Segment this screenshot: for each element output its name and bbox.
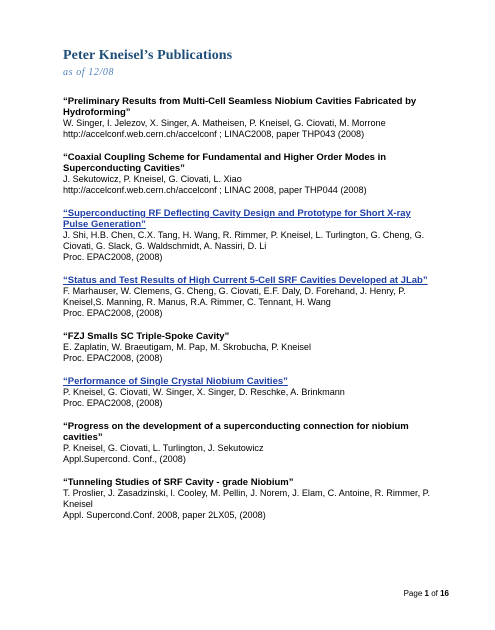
publication-authors: F. Marhauser, W. Clemens, G. Cheng, G. Ciovati, E.F. Daly, D. Forehand, J. Henry, P. Kneisel,S. Manning, R. Manus, R.A. Rimmer, C. Tennant, H. Wang	[63, 286, 406, 307]
publication-title-link[interactable]: “Superconducting RF Deflecting Cavity Design and Prototype for Short X-ray Pulse Generation”	[63, 208, 411, 230]
publication-entry	[63, 421, 433, 465]
publication-authors: W. Singer, I. Jelezov, X. Singer, A. Matheisen, P. Kneisel, G. Ciovati, M. Morrone	[63, 118, 386, 128]
publication-authors: P. Kneisel, G. Ciovati, L. Turlington, J. Sekutowicz	[63, 443, 264, 453]
publication-title-link[interactable]: “Performance of Single Crystal Niobium Cavities”	[63, 376, 288, 387]
document-title: Peter Kneisel’s Publications	[63, 48, 233, 63]
publication-authors: P. Kneisel, G. Ciovati, W. Singer, X. Singer, D. Reschke, A. Brinkmann	[63, 387, 345, 397]
publication-source: Proc. EPAC2008, (2008)	[63, 252, 163, 262]
page-label: Page	[403, 589, 423, 598]
publication-title: “FZJ Smalls SC Triple-Spoke Cavity”	[63, 331, 230, 342]
publication-entry	[63, 275, 433, 319]
publication-entry	[63, 331, 433, 364]
publication-authors: E. Zaplatin, W. Braeutigam, M. Pap, M. Skrobucha, P. Kneisel	[63, 342, 312, 352]
publication-source: Appl. Supercond.Conf. 2008, paper 2LX05, (2008)	[63, 510, 266, 520]
publication-title: “Coaxial Coupling Scheme for Fundamental and Higher Order Modes in Superconducting Cavities”	[63, 152, 387, 174]
publication-entry	[63, 152, 433, 196]
publication-source: Proc. EPAC2008, (2008)	[63, 398, 163, 408]
publication-entry	[63, 96, 433, 140]
publication-source: Proc. EPAC2008, (2008)	[63, 308, 163, 318]
publication-title-link[interactable]: “Status and Test Results of High Current 5-Cell SRF Cavities Developed at JLab”	[63, 275, 428, 286]
document-subtitle: as of 12/08	[63, 67, 115, 78]
publication-source: http://accelconf.web.cern.ch/accelconf ; LINAC 2008, paper THP044 (2008)	[63, 185, 367, 195]
page-total: 16	[440, 589, 449, 598]
publication-title: “Progress on the development of a superconducting connection for niobium cavities”	[63, 421, 409, 443]
publication-entry	[63, 208, 433, 263]
page-number-footer	[404, 589, 449, 598]
page-of-label: of	[431, 589, 438, 598]
publication-authors: J. Sekutowicz, P. Kneisel, G. Ciovati, L. Xiao	[63, 174, 242, 184]
publication-source: Appl.Supercond. Conf., (2008)	[63, 454, 186, 464]
publication-list	[63, 96, 433, 533]
publication-title: “Tunneling Studies of SRF Cavity - grade Niobium”	[63, 477, 294, 488]
page-number: 1	[424, 589, 429, 598]
publication-entry	[63, 376, 433, 409]
publication-title: “Preliminary Results from Multi-Cell Seamless Niobium Cavities Fabricated by Hydroforming”	[63, 96, 417, 118]
publication-authors: J. Shi, H.B. Chen, C.X. Tang, H. Wang, R. Rimmer, P. Kneisel, L. Turlington, G. Cheng, G. Ciovati, G. Slack, G. Waldschmidt, A. Nassiri, D. Li	[63, 230, 425, 251]
publication-source: http://accelconf.web.cern.ch/accelconf ; LINAC2008, paper THP043 (2008)	[63, 129, 365, 139]
publication-source: Proc. EPAC2008, (2008)	[63, 353, 163, 363]
publication-entry	[63, 477, 433, 521]
publication-authors: T. Proslier, J. Zasadzinski, l. Cooley, M. Pellin, J. Norem, J. Elam, C. Antoine, R. Rimmer, P. Kneisel	[63, 488, 431, 509]
